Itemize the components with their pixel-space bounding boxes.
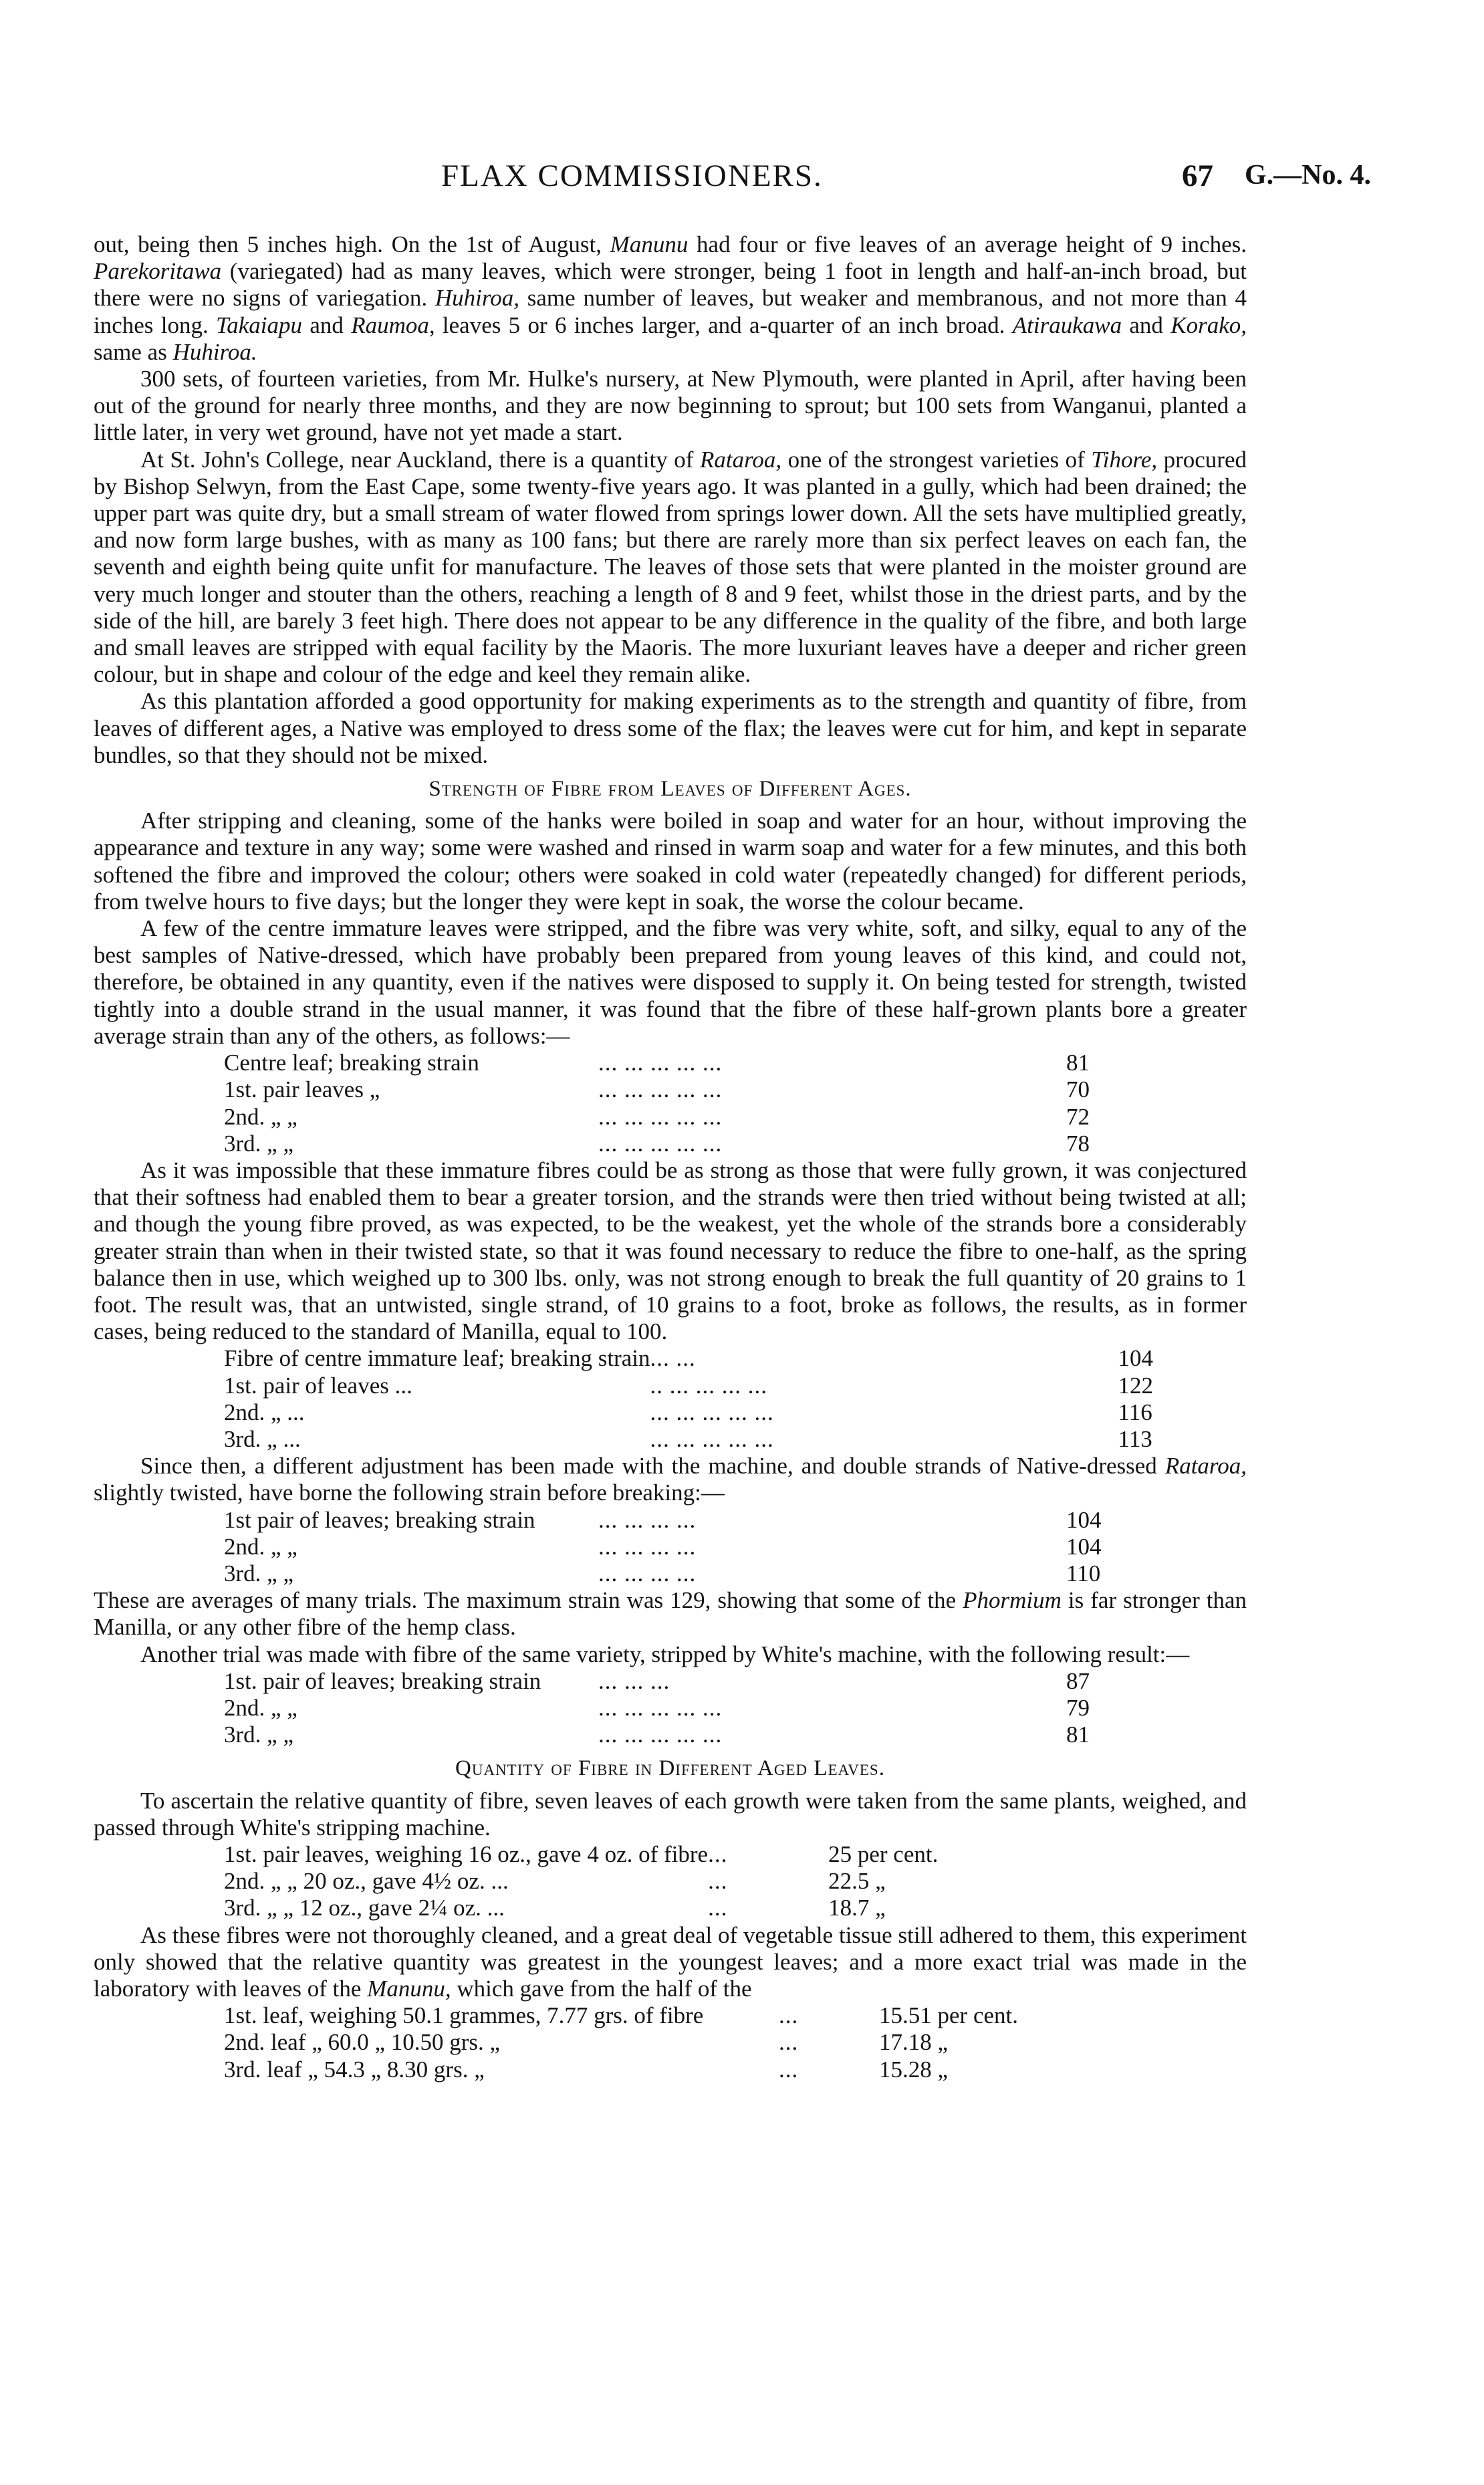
table-row: 3rd. „ „ ... ... ... ... 110 bbox=[224, 1560, 1101, 1586]
table-row: 2nd. „ „ ... ... ... ... ... 79 bbox=[224, 1694, 1090, 1721]
body-text bbox=[94, 231, 1247, 2083]
table-row: 3rd. „ „ 12 oz., gave 2¼ oz. ... ... 18.7 „ bbox=[224, 1895, 886, 1921]
table-row: 1st. pair of leaves; breaking strain ... ... ... 87 bbox=[224, 1667, 1090, 1694]
table-row: 2nd. „ „ ... ... ... ... ... 72 bbox=[224, 1103, 1090, 1130]
laboratory-table bbox=[224, 2002, 1053, 2083]
table-row: 1st pair of leaves; breaking strain ... ... ... ... 104 bbox=[224, 1506, 1102, 1533]
table-row: 3rd. „ ... ... ... ... ... ... 113 bbox=[224, 1425, 1152, 1452]
paragraph: After stripping and cleaning, some of the hanks were boiled in soap and water for an hour, without improving the appearance and texture in any way; some were washed and rinsed in warm soap and water for a few minutes, and this both softened the fibre and improved the colour; others were soaked in cold water (repeatedly changed) for different periods, from twelve hours to five days; but the longer they were kept in soak, the worse the colour became. bbox=[94, 808, 1247, 915]
table-row: 1st. pair leaves „ ... ... ... ... ... 70 bbox=[224, 1076, 1090, 1103]
table-row: 3rd. leaf „ 54.3 „ 8.30 grs. „ ... 15.28 „ bbox=[224, 2056, 949, 2083]
table-row: 2nd. leaf „ 60.0 „ 10.50 grs. „ ... 17.18 „ bbox=[224, 2029, 949, 2056]
quantity-table bbox=[224, 1841, 989, 1922]
paragraph: As these fibres were not thoroughly cleaned, and a great deal of vegetable tissue still adhered to them, this experiment only showed that the relative quantity was greatest in the youngest leaves; and a more exact trial was made in the laboratory with leaves of the Manunu, which gave from the half of the bbox=[94, 1921, 1247, 2002]
strain-table-machine bbox=[224, 1668, 1146, 1749]
paragraph: As it was impossible that these immature fibres could be as strong as those that were fully grown, it was conjectured that their softness had enabled them to bear a greater torsion, and the strands were then tried without being twisted at all; and though the young fibre proved, as was expected, to be the weakest, yet the whole of the strands bore a considerably greater strain than when in their twisted state, so that it was found necessary to reduce the fibre to one-half, as the spring balance then in use, which weighed up to 300 lbs. only, was not strong enough to break the full quantity of 20 grains to 1 foot. The result was, that an untwisted, single strand, of 10 grains to a foot, broke as follows, the results, as in former cases, being reduced to the standard of Manilla, equal to 100. bbox=[94, 1157, 1247, 1345]
paragraph: 300 sets, of fourteen varieties, from Mr. Hulke's nursery, at New Plymouth, were planted in April, after having been out of the ground for nearly three months, and they are now beginning to sprout; but 100 sets from Wanganui, planted a little later, in very wet ground, have not yet made a start. bbox=[94, 366, 1247, 446]
table-row: 1st. pair of leaves ... .. ... ... ... ... 122 bbox=[224, 1372, 1154, 1399]
table-row: Centre leaf; breaking strain ... ... ... ... ... 81 bbox=[224, 1050, 1090, 1076]
paragraph: Since then, a different adjustment has been made with the machine, and double strands of Native-dressed Rataroa, slightly twisted, have borne the following strain before breaking:— bbox=[94, 1453, 1247, 1506]
table-row: 2nd. „ ... ... ... ... ... ... 116 bbox=[224, 1399, 1152, 1425]
table-row: 3rd. „ „ ... ... ... ... ... 78 bbox=[224, 1130, 1090, 1157]
section-heading: Strength of Fibre from Leaves of Different Ages. bbox=[428, 777, 912, 802]
table-row: 1st. pair leaves, weighing 16 oz., gave 4 oz. of fibre ... 25 per cent. bbox=[224, 1841, 939, 1867]
paragraph: out, being then 5 inches high. On the 1st of August, Manunu had four or five leaves of an average height of 9 inches. Parekoritawa (variegated) had as many leaves, which were stronger, being 1 foot in length and half-an-inch broad, but there were no signs of variegation. Huhiroa, same number of leaves, but weaker and membranous, and not more than 4 inches long. Takaiapu and Raumoa, leaves 5 or 6 inches larger, and a-quarter of an inch broad. Atiraukawa and Korako, same as Huhiroa. bbox=[94, 231, 1247, 365]
table-row: 3rd. „ „ ... ... ... ... ... 81 bbox=[224, 1722, 1090, 1748]
paragraph: As this plantation afforded a good opportunity for making experiments as to the strength and quantity of fibre, from leaves of different ages, a Native was employed to dress some of the flax; the leaves were cut for him, and kept in separate bundles, so that they should not be mixed. bbox=[94, 688, 1247, 768]
table-row: Fibre of centre immature leaf; breaking strain ... ... 104 bbox=[224, 1345, 1154, 1372]
running-title: FLAX COMMISSIONERS. bbox=[441, 158, 823, 193]
paragraph: Another trial was made with fibre of the same variety, stripped by White's machine, with the following result:— bbox=[140, 1641, 1190, 1667]
table-row: 2nd. „ „ ... ... ... ... 104 bbox=[224, 1533, 1102, 1560]
document-reference: G.—No. 4. bbox=[1245, 160, 1371, 191]
paragraph: These are averages of many trials. The maximum strain was 129, showing that some of the Phormium is far stronger than Manilla, or any other fibre of the hemp class. bbox=[94, 1587, 1247, 1641]
table-row: 1st. leaf, weighing 50.1 grammes, 7.77 grs. of fibre ... 15.51 per cent. bbox=[224, 2002, 1018, 2029]
table-row: 2nd. „ „ 20 oz., gave 4½ oz. ... ... 22.5 „ bbox=[224, 1868, 886, 1895]
strain-table-double bbox=[224, 1507, 1146, 1588]
strain-table-untwisted bbox=[224, 1345, 1199, 1453]
paragraph: At St. John's College, near Auckland, there is a quantity of Rataroa, one of the strongest varieties of Tihore, procured by Bishop Selwyn, from the East Cape, some twenty-five years ago. It was planted in a gully, which had been drained; the upper part was quite dry, but a small stream of water flowed from springs lower down. All the sets have multiplied greatly, and now form large bushes, with as many as 100 fans; but there are rarely more than six perfect leaves on each fan, the seventh and eighth being quite unfit for manufacture. The leaves of those sets that were planted in the moister ground are very much longer and stouter than the others, reaching a length of 8 and 9 feet, whilst those in the driest parts, and by the side of the hill, are barely 3 feet high. There does not appear to be any difference in the quality of the fibre, and both large and small leaves are stripped with equal facility by the Maoris. The more luxuriant leaves have a deeper and richer green colour, but in shape and colour of the edge and keel they remain alike. bbox=[94, 446, 1247, 688]
paragraph: To ascertain the relative quantity of fibre, seven leaves of each growth were taken from the same plants, weighed, and passed through White's stripping machine. bbox=[94, 1787, 1247, 1841]
paragraph: A few of the centre immature leaves were stripped, and the fibre was very white, soft, and silky, equal to any of the best samples of Native-dressed, which have probably been prepared from young leaves of this kind, and could not, therefore, be obtained in any quantity, even if the natives were disposed to supply it. On being tested for strength, twisted tightly into a double strand in the usual manner, it was found that the fibre of these half-grown plants bore a greater average strain than any of the others, as follows:— bbox=[94, 915, 1247, 1049]
page-header bbox=[0, 158, 1484, 198]
strain-table-twisted bbox=[224, 1050, 1146, 1157]
section-heading: Quantity of Fibre in Different Aged Leaves. bbox=[455, 1756, 885, 1781]
page-number: 67 bbox=[1182, 158, 1213, 193]
